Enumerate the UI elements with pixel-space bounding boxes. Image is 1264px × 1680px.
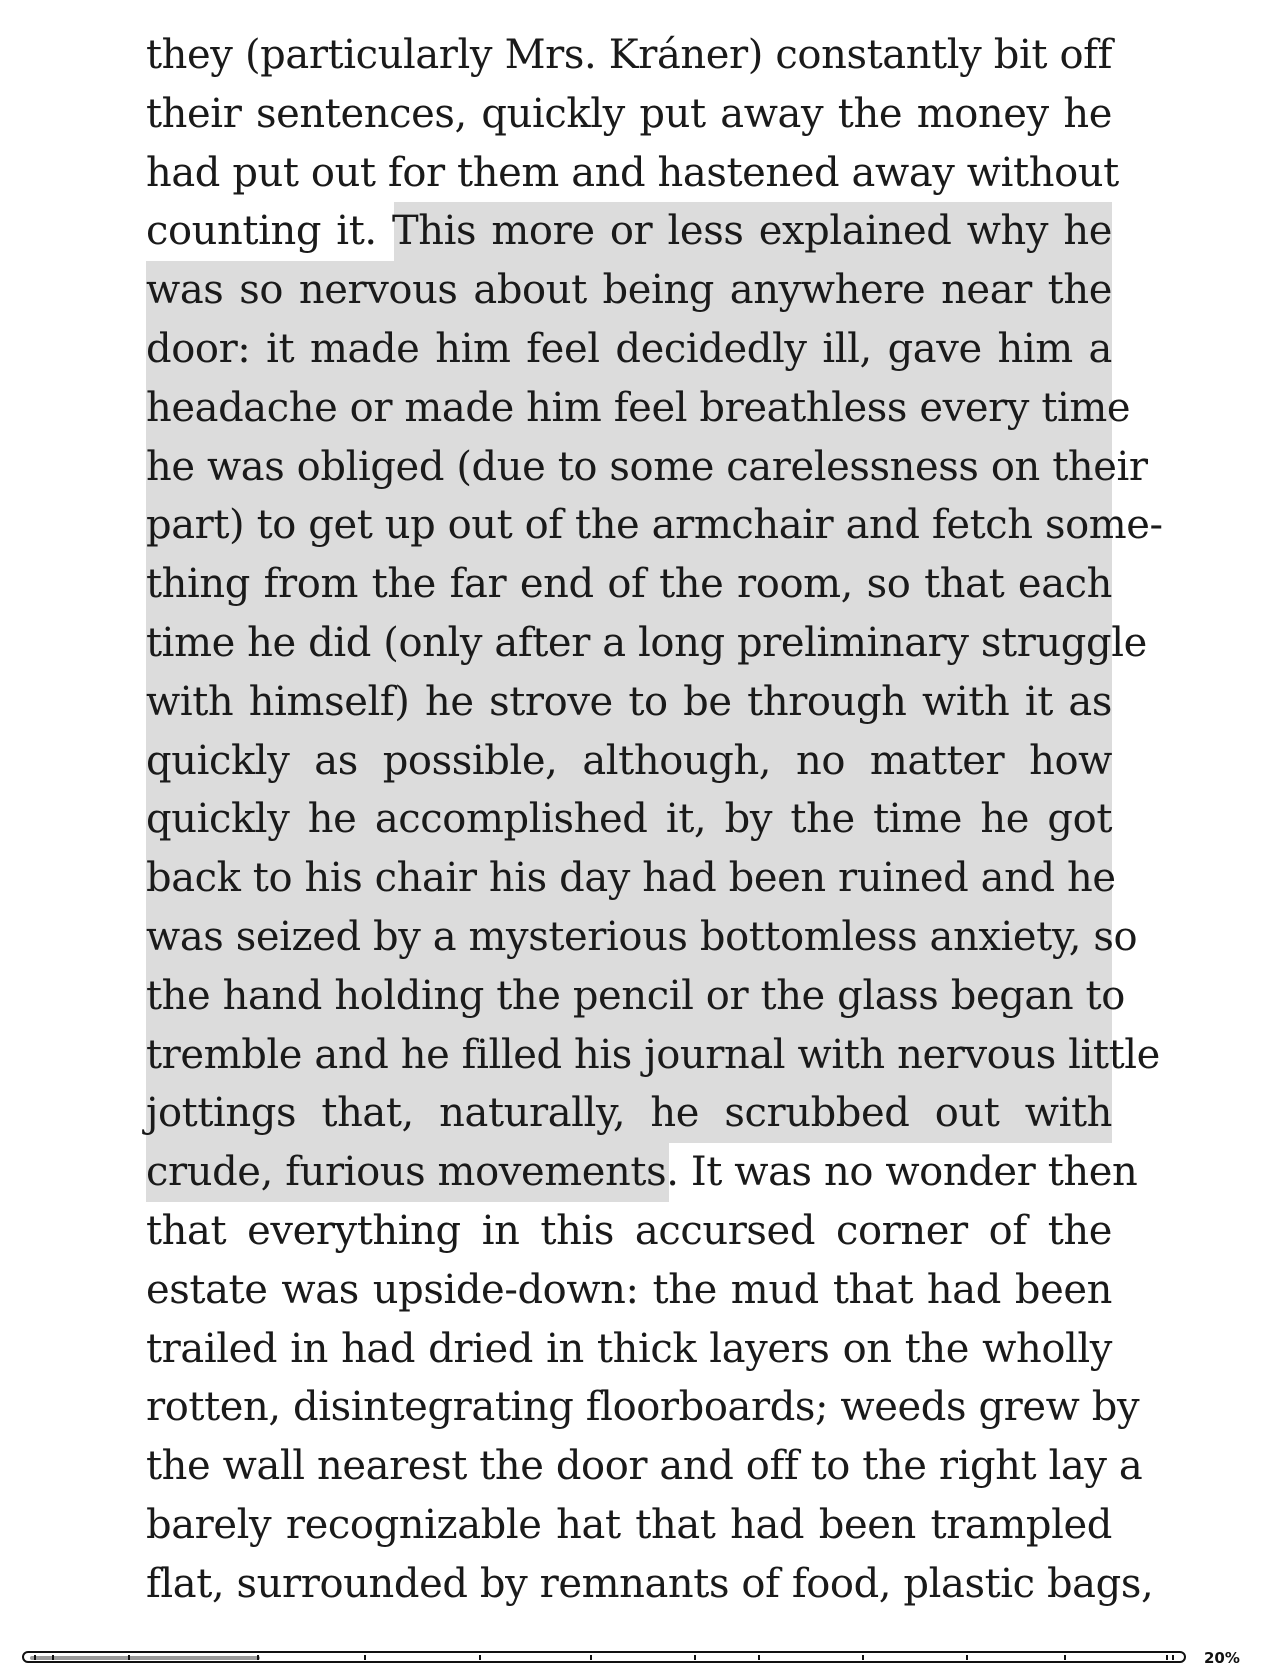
chapter-tick <box>1166 1655 1168 1660</box>
text-line: flat, surrounded by remnants of food, plastic bags, <box>146 1560 1154 1607</box>
page-text[interactable] <box>146 26 1163 1614</box>
chapter-tick <box>758 1655 760 1660</box>
highlighted-text[interactable]: This more or less explained why he <box>391 208 1112 255</box>
text-line: their sentences, quickly put away the money he <box>146 90 1112 137</box>
highlighted-text[interactable]: crude, furious movements. <box>146 1149 691 1196</box>
chapter-tick <box>862 1655 864 1660</box>
text-line: barely recognizable hat that had been trampled <box>146 1501 1112 1548</box>
text-line: estate was upside-down: the mud that had been <box>146 1266 1112 1313</box>
reading-progress-bar[interactable] <box>22 1651 1186 1663</box>
highlighted-line[interactable]: was so nervous about being anywhere near the <box>146 261 1112 320</box>
highlighted-line[interactable]: time he did (only after a long preliminary struggle <box>146 614 1112 673</box>
chapter-tick <box>966 1655 968 1660</box>
chapter-tick <box>694 1655 696 1660</box>
highlighted-line[interactable]: was seized by a mysterious bottomless anxiety, so <box>146 908 1112 967</box>
highlighted-line[interactable]: he was obliged (due to some carelessness on their <box>146 438 1112 497</box>
chapter-tick <box>34 1655 36 1660</box>
highlighted-line[interactable]: quickly he accomplished it, by the time he got <box>146 790 1112 849</box>
chapter-tick <box>479 1655 481 1660</box>
progress-percent: 20% <box>1204 1649 1240 1667</box>
chapter-tick <box>590 1655 592 1660</box>
text-line: the wall nearest the door and off to the right lay a <box>146 1443 1143 1490</box>
chapter-tick <box>257 1655 259 1660</box>
text-line: rotten, disintegrating floorboards; weeds grew by <box>146 1384 1140 1431</box>
text-line-highlight-start <box>146 202 1112 261</box>
progress-fill <box>30 1656 260 1660</box>
chapter-tick <box>364 1655 366 1660</box>
highlighted-line[interactable]: thing from the far end of the room, so that each <box>146 555 1112 614</box>
text-line-highlight-end <box>146 1143 1138 1202</box>
text-line: they (particularly Mrs. Kráner) constantly bit off <box>146 32 1112 78</box>
highlighted-line[interactable]: jottings that, naturally, he scrubbed out with <box>146 1084 1112 1143</box>
text-line: that everything in this accursed corner of the <box>146 1207 1112 1254</box>
chapter-tick <box>1172 1655 1174 1660</box>
chapter-tick <box>128 1655 130 1660</box>
text-line-suffix: It was no wonder then <box>690 1149 1138 1196</box>
chapter-tick <box>52 1655 54 1660</box>
text-line: had put out for them and hastened away without <box>146 149 1119 196</box>
highlighted-line[interactable]: part) to get up out of the armchair and fetch some- <box>146 496 1112 555</box>
highlighted-line[interactable]: tremble and he filled his journal with nervous little <box>146 1026 1112 1085</box>
text-line-prefix: counting it. <box>146 208 392 255</box>
highlighted-line[interactable]: with himself) he strove to be through with it as <box>146 673 1112 732</box>
highlighted-line[interactable]: quickly as possible, although, no matter how <box>146 732 1112 791</box>
highlighted-line[interactable]: door: it made him feel decidedly ill, gave him a <box>146 320 1112 379</box>
highlighted-line[interactable]: the hand holding the pencil or the glass began to <box>146 967 1112 1026</box>
highlighted-line[interactable]: headache or made him feel breathless every time <box>146 379 1112 438</box>
highlighted-line[interactable]: back to his chair his day had been ruined and he <box>146 849 1112 908</box>
chapter-tick <box>1064 1655 1066 1660</box>
text-line: trailed in had dried in thick layers on the wholly <box>146 1325 1112 1372</box>
